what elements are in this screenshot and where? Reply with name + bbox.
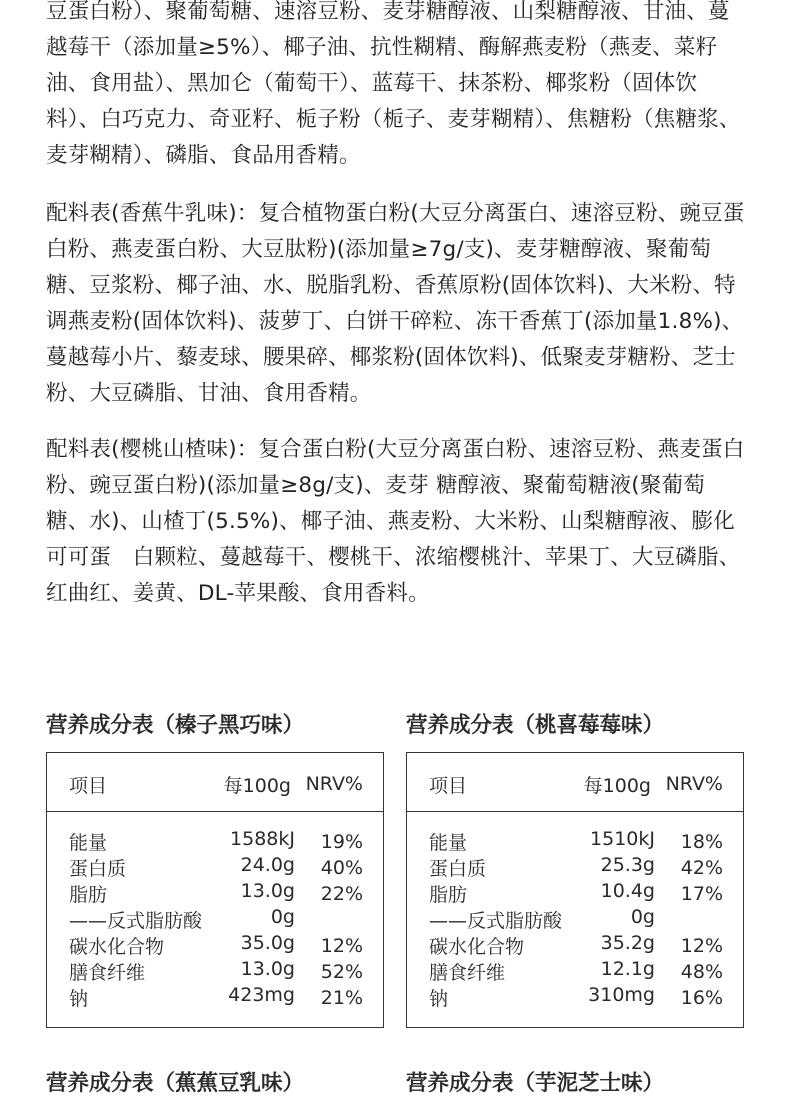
row-value: 1588kJ <box>230 828 295 850</box>
row-value: 0g <box>630 906 655 928</box>
row-name: 膳食纤维 <box>429 962 506 984</box>
table-row <box>407 828 743 854</box>
header-per100: 每100g <box>583 775 651 797</box>
table-row <box>407 958 743 984</box>
row-value: 24.0g <box>240 854 295 876</box>
row-nrv: 12% <box>680 935 723 957</box>
row-value: 13.0g <box>240 880 295 902</box>
row-name: 碳水化合物 <box>429 936 525 958</box>
row-value: 310mg <box>588 984 655 1006</box>
nutrition-table-hazelnut <box>46 752 384 1028</box>
table-row <box>407 984 743 1010</box>
row-nrv: 21% <box>320 987 363 1009</box>
row-name: 碳水化合物 <box>69 936 165 958</box>
row-name: 钠 <box>429 988 449 1010</box>
row-name: 能量 <box>429 832 468 854</box>
row-value: 13.0g <box>240 958 295 980</box>
header-nrv: NRV% <box>665 773 723 795</box>
table-row <box>47 958 383 984</box>
header-item: 项目 <box>69 775 108 797</box>
row-value: 1510kJ <box>590 828 655 850</box>
ingredients-paragraph-banana: 配料表(香蕉牛乳味)：复合植物蛋白粉(大豆分离蛋白、速溶豆粉、豌豆蛋白粉、燕麦蛋白粉、大豆肽粉)(添加量≥7g/支)、麦芽糖醇液、聚葡萄糖、豆浆粉、椰子油、水、脱脂乳粉、香蕉原粉(固体饮料)、大米粉、特调燕麦粉(固体饮料)、菠萝丁、白饼干碎粒、冻干香蕉丁(添加量1.8%)、蔓越莓小片、藜麦球、腰果碎、椰浆粉(固体饮料)、低聚麦芽糖粉、芝士粉、大豆磷脂、甘油、食用香精。 <box>46 201 745 406</box>
row-name: ——反式脂肪酸 <box>429 910 563 932</box>
nutrition-title-berry: 营养成分表（桃喜莓莓味） <box>406 713 665 738</box>
nutrition-table-berry <box>406 752 744 1028</box>
table-row <box>47 984 383 1010</box>
row-name: 蛋白质 <box>69 858 127 880</box>
nutrition-table-body <box>47 812 383 1010</box>
row-value: 0g <box>270 906 295 928</box>
header-item: 项目 <box>429 775 468 797</box>
nutrition-title-cut-off-left: 营养成分表（蕉蕉豆乳味） <box>46 1071 305 1096</box>
row-value: 12.1g <box>600 958 655 980</box>
nutrition-table-body <box>407 812 743 1010</box>
row-name: 膳食纤维 <box>69 962 146 984</box>
table-row <box>47 932 383 958</box>
row-value: 10.4g <box>600 880 655 902</box>
header-per100: 每100g <box>223 775 291 797</box>
row-nrv: 42% <box>680 857 723 879</box>
row-nrv: 19% <box>320 831 363 853</box>
row-value: 35.2g <box>600 932 655 954</box>
row-nrv: 17% <box>680 883 723 905</box>
row-name: 钠 <box>69 988 89 1010</box>
table-row <box>47 906 383 932</box>
table-row <box>407 932 743 958</box>
row-value: 35.0g <box>240 932 295 954</box>
row-name: 脂肪 <box>69 884 108 906</box>
row-nrv: 12% <box>320 935 363 957</box>
row-value: 423mg <box>228 984 295 1006</box>
row-nrv: 40% <box>320 857 363 879</box>
row-nrv: 22% <box>320 883 363 905</box>
table-row <box>407 906 743 932</box>
row-nrv: 48% <box>680 961 723 983</box>
row-nrv: 52% <box>320 961 363 983</box>
row-name: 蛋白质 <box>429 858 487 880</box>
row-name: 脂肪 <box>429 884 468 906</box>
ingredients-paragraph-cherry: 配料表(樱桃山楂味)：复合蛋白粉(大豆分离蛋白粉、速溶豆粉、燕麦蛋白粉、豌豆蛋白粉)(添加量≥8g/支)、麦芽 糖醇液、聚葡萄糖液(聚葡萄糖、水)、山楂丁(5.5%)、椰子油、燕麦粉、大米粉、山梨糖醇液、膨化可可蛋 白颗粒、蔓越莓干、樱桃干、浓缩樱桃汁、苹果丁、大豆磷脂、红曲红、姜黄、DL-苹果酸、食用香料。 <box>46 437 745 606</box>
table-row <box>47 828 383 854</box>
nutrition-title-cut-off-right: 营养成分表（芋泥芝士味） <box>406 1071 665 1096</box>
nutrition-table-header <box>407 753 743 812</box>
table-row <box>407 854 743 880</box>
row-nrv: 16% <box>680 987 723 1009</box>
table-row <box>47 880 383 906</box>
table-row <box>407 880 743 906</box>
row-name: ——反式脂肪酸 <box>69 910 203 932</box>
row-nrv: 18% <box>680 831 723 853</box>
ingredients-paragraph-top: 豆蛋白粉）、聚葡萄糖、速溶豆粉、麦芽糖醇液、山梨糖醇液、甘油、蔓越莓干（添加量≥5%）、椰子油、抗性糊精、酶解燕麦粉（燕麦、菜籽油、食用盐）、黑加仑（葡萄干）、蓝莓干、抹茶粉、椰浆粉（固体饮料）、白巧克力、奇亚籽、栀子粉（栀子、麦芽糊精）、焦糖粉（焦糖浆、麦芽糊精）、磷脂、食品用香精。 <box>46 0 741 168</box>
nutrition-title-hazelnut: 营养成分表（榛子黑巧味） <box>46 713 305 738</box>
nutrition-table-header <box>47 753 383 812</box>
row-value: 25.3g <box>600 854 655 876</box>
table-row <box>47 854 383 880</box>
header-nrv: NRV% <box>305 773 363 795</box>
row-name: 能量 <box>69 832 108 854</box>
